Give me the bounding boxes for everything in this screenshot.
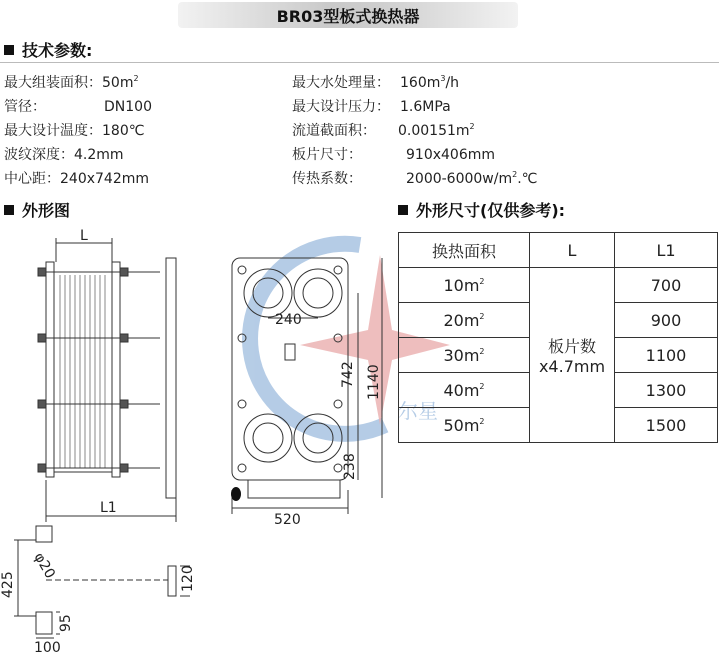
table-header-row: [399, 233, 718, 268]
L1-cell: 900: [615, 303, 718, 338]
dim-95-label: 95: [58, 614, 74, 632]
spec-center-distance: 中心距：240x742mm: [4, 171, 150, 187]
table-header-cell: L: [530, 233, 615, 268]
L-value-cell: 板片数 x4.7mm: [530, 268, 615, 443]
L1-cell: 1100: [615, 338, 718, 373]
drawing-heading-text: 外形图: [22, 201, 71, 220]
area-cell: $10m^2$: [399, 268, 530, 303]
dim-L1-label: L1: [100, 500, 117, 516]
specs-heading-text: 技术参数:: [22, 41, 93, 60]
table-header-cell: L1: [615, 233, 718, 268]
dim-742-label: 742: [340, 361, 356, 388]
dim-100-label: 100: [34, 640, 61, 654]
foot-detail-drawing: [14, 526, 190, 638]
table-row: [399, 268, 718, 303]
dim-238-label: 238: [342, 453, 358, 480]
watermark-text: 尔星: [398, 399, 438, 423]
spec-corrugation-depth: 波纹深度：4.2mm: [4, 147, 124, 163]
dims-heading-text: 外形尺寸(仅供参考):: [416, 201, 566, 220]
dim-240-label: 240: [275, 312, 302, 328]
area-cell: $30m^2$: [399, 338, 530, 373]
dim-1140-label: 1140: [366, 364, 382, 400]
dim-520-label: 520: [274, 512, 301, 528]
spec-pipe-diameter: 管径： DN100: [4, 99, 152, 115]
dimensions-table: [398, 232, 718, 443]
spec-max-area: 最大组装面积：$50m^2$: [4, 74, 139, 91]
dim-120-label: 120: [180, 565, 196, 592]
dim-L-label: L: [80, 228, 88, 244]
spec-max-temp: 最大设计温度：180℃: [4, 123, 145, 139]
table-header-cell: 换热面积: [399, 233, 530, 268]
spec-channel-area: 流道截面积： $0.00151m^2$: [292, 122, 475, 139]
side-view-drawing: [38, 238, 176, 522]
area-cell: $40m^2$: [399, 373, 530, 408]
L1-cell: 700: [615, 268, 718, 303]
spec-max-flow: 最大水处理量： $160m^3/h$: [292, 74, 460, 91]
L1-cell: 1300: [615, 373, 718, 408]
area-cell: $50m^2$: [399, 408, 530, 443]
spec-max-pressure: 最大设计压力： 1.6MPa: [292, 99, 451, 115]
L1-cell: 1500: [615, 408, 718, 443]
dim-425-label: 425: [0, 571, 16, 598]
page-title-text: BR03型板式换热器: [276, 6, 420, 26]
spec-heat-transfer: 传热系数： $2000-6000w/m^2.℃$: [292, 170, 538, 187]
area-cell: $20m^2$: [399, 303, 530, 338]
dim-phi20-label: φ20: [30, 550, 58, 582]
drain-plug-icon: [231, 487, 241, 501]
spec-plate-size: 板片尺寸： 910x406mm: [292, 147, 496, 163]
